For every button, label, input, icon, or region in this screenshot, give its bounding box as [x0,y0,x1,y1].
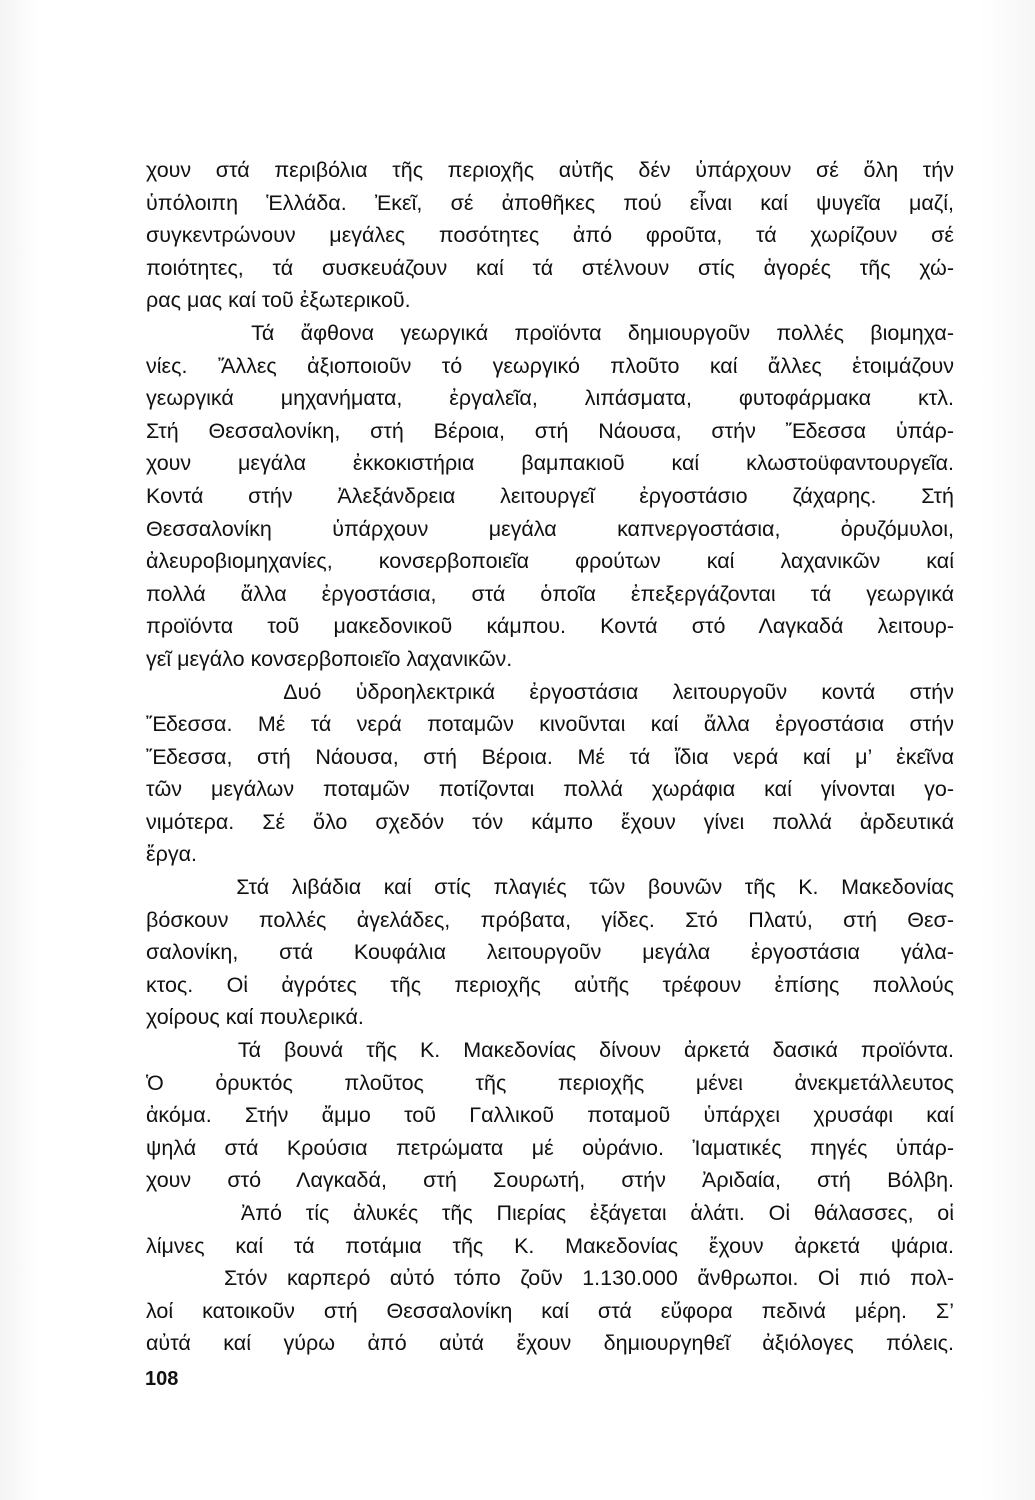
text-line: Στόν καρπερό αὐτό τόπο ζοῦν 1.130.000 ἄνθρωποι. Οἱ πιό πολ- [146,1266,954,1291]
text-line: ρας μας καί τοῦ ἐξωτερικοῦ. [146,288,411,313]
text-line: συγκεντρώνουν μεγάλες ποσότητες ἀπό φροῦτα, τά χωρίζουν σέ [146,223,954,248]
text-line: ἔργα. [146,842,197,867]
text-line: λίμνες καί τά ποτάμια τῆς Κ. Μακεδονίας ἔχουν ἀρκετά ψάρια. [146,1233,954,1258]
text-line: σαλονίκη, στά Κουφάλια λειτουργοῦν μεγάλα ἐργοστάσια γάλα- [146,940,954,965]
text-line: γεωργικά μηχανήματα, ἐργαλεῖα, λιπάσματα, φυτοφάρμακα κτλ. [146,386,954,411]
text-line: πολλά ἄλλα ἐργοστάσια, στά ὁποῖα ἐπεξεργάζονται τά γεωργικά [146,581,954,606]
text-line: Τά βουνά τῆς Κ. Μακεδονίας δίνουν ἀρκετά δασικά προϊόντα. [146,1038,954,1063]
text-line: ἀκόμα. Στήν ἄμμο τοῦ Γαλλικοῦ ποταμοῦ ὑπάρχει χρυσάφι καί [146,1103,954,1128]
text-line: χουν στό Λαγκαδά, στή Σουρωτή, στήν Ἀριδαία, στή Βόλβη. [146,1168,954,1193]
body-text [146,154,954,1360]
text-line: Ἀπό τίς ἁλυκές τῆς Πιερίας ἐξάγεται ἁλάτι. Οἱ θάλασσες, οἱ [146,1201,954,1225]
text-line: νιμότερα. Σέ ὅλο σχεδόν τόν κάμπο ἔχουν γίνει πολλά ἀρδευτικά [146,809,954,834]
text-line: Ὁ ὀρυκτός πλοῦτος τῆς περιοχῆς μένει ἀνεκμετάλλευτος [146,1070,954,1095]
text-line: λοί κατοικοῦν στή Θεσσαλονίκη καί στά εὔφορα πεδινά μέρη. Σ’ [146,1298,954,1323]
text-line: χουν μεγάλα ἐκκοκιστήρια βαμπακιοῦ καί κλωστοϋφαντουργεῖα. [146,451,954,476]
text-line: νίες. Ἄλλες ἀξιοποιοῦν τό γεωργικό πλοῦτο καί ἄλλες ἑτοιμάζουν [146,353,954,378]
text-line: κτος. Οἱ ἀγρότες τῆς περιοχῆς αὐτῆς τρέφουν ἐπίσης πολλούς [146,972,954,997]
text-line: προϊόντα τοῦ μακεδονικοῦ κάμπου. Κοντά στό Λαγκαδά λειτουρ- [146,614,954,639]
text-line: Κοντά στήν Ἀλεξάνδρεια λειτουργεῖ ἐργοστάσιο ζάχαρης. Στή [146,483,954,508]
text-line: ὑπόλοιπη Ἑλλάδα. Ἐκεῖ, σέ ἀποθῆκες πού εἶναι καί ψυγεῖα μαζί, [146,190,954,215]
text-line: ποιότητες, τά συσκευάζουν καί τά στέλνουν στίς ἀγορές τῆς χώ- [146,255,954,280]
text-line: Στή Θεσσαλονίκη, στή Βέροια, στή Νάουσα, στήν Ἔδεσσα ὑπάρ- [146,418,954,443]
text-line: τῶν μεγάλων ποταμῶν ποτίζονται πολλά χωράφια καί γίνονται γο- [146,777,954,802]
text-line: Θεσσαλονίκη ὑπάρχουν μεγάλα καπνεργοστάσια, ὀρυζόμυλοι, [146,516,954,541]
text-line: χοίρους καί πουλερικά. [146,1005,364,1030]
text-line: Ἔδεσσα. Μέ τά νερά ποταμῶν κινοῦνται καί ἄλλα ἐργοστάσια στήν [146,712,954,737]
text-line: βόσκουν πολλές ἀγελάδες, πρόβατα, γίδες. Στό Πλατύ, στή Θεσ- [146,907,954,932]
text-line: Τά ἄφθονα γεωργικά προϊόντα δημιουργοῦν πολλές βιομηχα- [146,320,954,345]
text-line: Στά λιβάδια καί στίς πλαγιές τῶν βουνῶν τῆς Κ. Μακεδονίας [146,875,954,900]
text-line: ἀλευροβιομηχανίες, κονσερβοποιεῖα φρούτων καί λαχανικῶν καί [146,549,954,574]
text-line: Ἔδεσσα, στή Νάουσα, στή Βέροια. Μέ τά ἴδια νερά καί μ’ ἐκεῖνα [146,744,954,769]
text-line: Δυό ὑδροηλεκτρικά ἐργοστάσια λειτουργοῦν κοντά στήν [146,679,954,704]
page-number: 108 [145,1368,179,1390]
text-line: χουν στά περιβόλια τῆς περιοχῆς αὐτῆς δέν ὑπάρχουν σέ ὅλη τήν [146,158,954,182]
text-line: γεῖ μεγάλο κονσερβοποιεῖο λαχανικῶν. [146,646,513,671]
text-line: ψηλά στά Κρούσια πετρώματα μέ οὐράνιο. Ἰαματικές πηγές ὑπάρ- [146,1135,954,1160]
text-line: αὐτά καί γύρω ἀπό αὐτά ἔχουν δημιουργηθεῖ ἀξιόλογες πόλεις. [146,1331,954,1356]
